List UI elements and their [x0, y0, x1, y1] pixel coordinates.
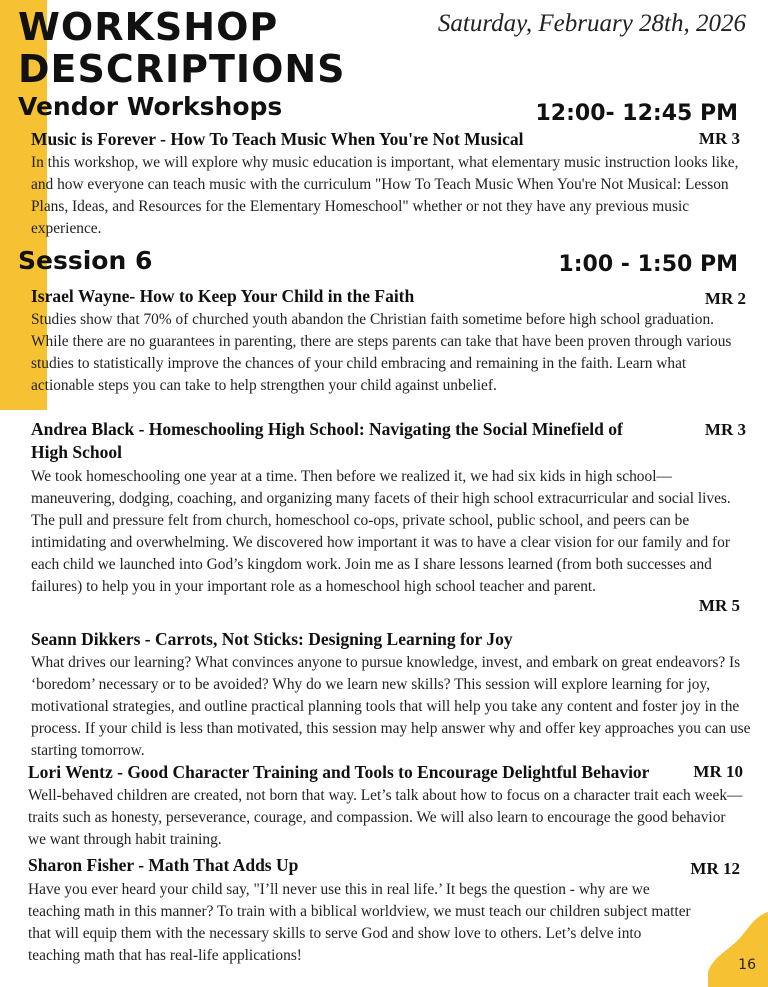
session6-heading: Session 6: [18, 246, 153, 275]
workshop-room: MR 12: [690, 859, 740, 878]
workshop-room: MR 3: [704, 420, 746, 439]
corner-decoration: [708, 912, 768, 987]
workshop-title: Andrea Black - Homeschooling High School: Navigating the Social Minefield of High School: [31, 419, 623, 462]
workshop-description: What drives our learning? What convinces anyone to pursue knowledge, invest, and embark on great endeavors? Is ‘boredom’ necessary or to be avoided? Why do we learn new skills? This session will explore learning for joy, motivational strategies, and outline practical planning tools that will help you take any content and foster joy in the process. If your child is less than motivated, this session may help answer why and offer key approaches you can use starting tomorrow.: [31, 654, 751, 759]
workshop-description: In this workshop, we will explore why music education is important, what elementary music instruction looks like, and how everyone can teach music with the curriculum "How To Teach Music When You're Not Musical: Lesson Plans, Ideas, and Resources for the Elementary Homeschool" whether or not they have any previous music experience.: [31, 154, 739, 237]
workshop-title: Israel Wayne- How to Keep Your Child in the Faith: [31, 286, 415, 306]
workshop-title: Music is Forever - How To Teach Music When You're Not Musical: [31, 129, 524, 149]
title-line-1: WORKSHOP: [18, 5, 279, 49]
workshop-title: Sharon Fisher - Math That Adds Up: [28, 855, 299, 875]
workshop-description: Have you ever heard your child say, "I’ll never use this in real life.’ It begs the question - why are we teaching math in this manner? To train with a biblical worldview, we must teach our children subject matter that will equip them with the necessary skills to serve God and show love to others. Let’s delve into teaching math that has real-life applications!: [28, 881, 691, 964]
workshop-title: Lori Wentz - Good Character Training and Tools to Encourage Delightful Behavior: [28, 762, 650, 782]
workshop-description: Studies show that 70% of churched youth abandon the Christian faith sometime before high school graduation. While there are no guarantees in parenting, there are steps parents can take that have been proven through various studies to statistically improve the chances of your child embracing and remaining in the faith. Learn what actionable steps you can take to help strengthen your child against unbelief.: [31, 311, 732, 394]
workshop-description: Well-behaved children are created, not born that way. Let’s talk about how to focus on a character trait each week—traits such as honesty, perseverance, courage, and compassion. We will also learn to encourage the good behavior we want through habit training.: [28, 787, 743, 848]
page-number: 16: [738, 957, 756, 973]
workshop-room: MR 2: [704, 289, 746, 308]
vendor-time: 12:00- 12:45 PM: [535, 101, 738, 126]
workshop-room: MR 3: [698, 129, 740, 148]
workshop-room: MR 5: [698, 596, 740, 615]
session6-time: 1:00 - 1:50 PM: [558, 252, 738, 277]
workshop-room: MR 10: [693, 762, 743, 781]
workshop-description: We took homeschooling one year at a time. Then before we realized it, we had six kids in high school—maneuvering, dodging, coaching, and organizing many facets of their high school extracurricular and social lives. The pull and pressure felt from church, homeschool co-ops, private school, public school, and peers can be intimidating and overwhelming. We discovered how important it was to have a clear vision for our family and for each child we launched into God’s kingdom work. Join me as I share lessons learned (from both successes and failures) to help you in your important role as a homeschool high school teacher and parent.: [31, 468, 731, 595]
title-line-2: DESCRIPTIONS: [18, 47, 346, 91]
event-date: Saturday, February 28th, 2026: [437, 10, 746, 37]
workshop-title: Seann Dikkers - Carrots, Not Sticks: Designing Learning for Joy: [31, 629, 513, 649]
page-title: [18, 6, 346, 90]
vendor-heading: Vendor Workshops: [18, 92, 283, 121]
